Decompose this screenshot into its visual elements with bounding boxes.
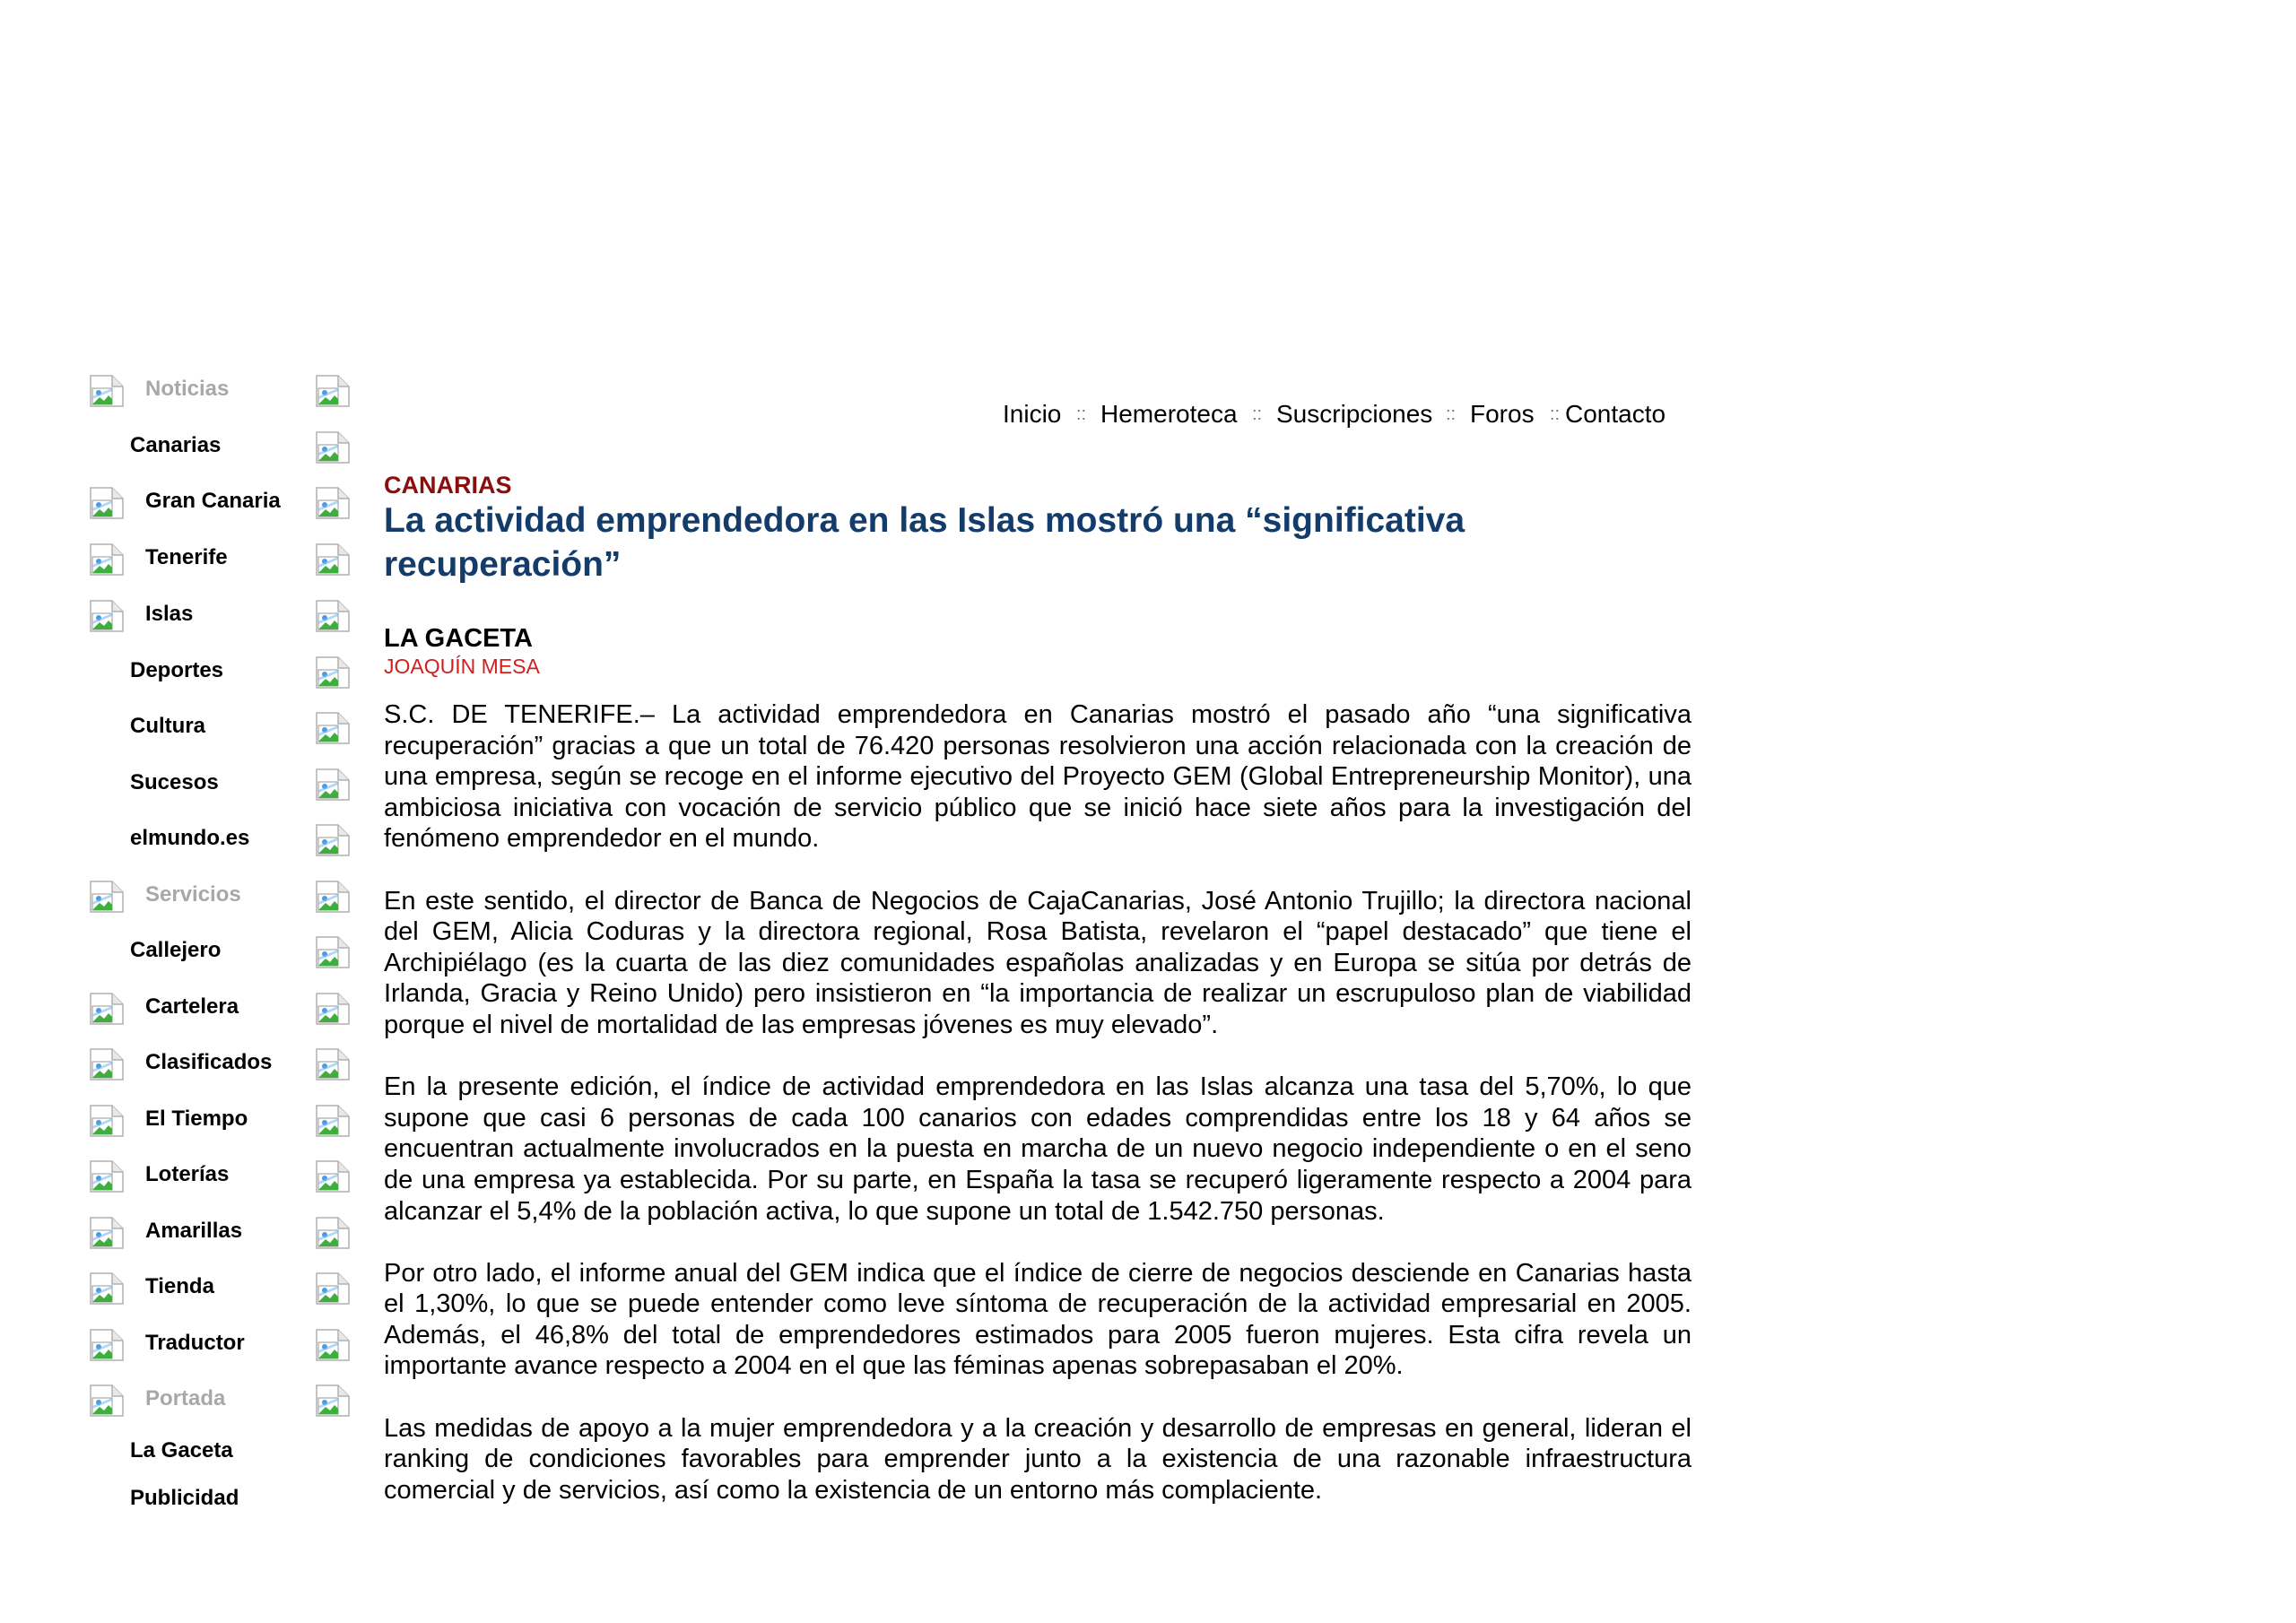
- toplink-contacto[interactable]: Contacto: [1565, 400, 1666, 428]
- nav-item-label[interactable]: elmundo.es: [130, 826, 250, 850]
- broken-image-icon: [90, 487, 124, 519]
- nav-item-loterias[interactable]: [90, 1157, 350, 1193]
- broken-image-icon: [316, 1329, 350, 1361]
- broken-image-icon: [316, 1048, 350, 1081]
- broken-image-icon: [316, 1105, 350, 1137]
- nav-item-amarillas[interactable]: [90, 1213, 350, 1249]
- broken-image-icon: [316, 936, 350, 968]
- nav-item-tenerife[interactable]: [90, 540, 350, 576]
- nav-item-tienda[interactable]: [90, 1269, 350, 1305]
- nav-item-cartelera[interactable]: [90, 989, 350, 1025]
- nav-item-label[interactable]: Traductor: [145, 1331, 245, 1355]
- toplink-separator: ::: [1446, 404, 1457, 424]
- broken-image-icon: [90, 600, 124, 632]
- broken-image-icon: [90, 1160, 124, 1193]
- nav-item-label[interactable]: Islas: [145, 602, 194, 626]
- nav-item-label[interactable]: Tienda: [145, 1274, 214, 1298]
- toplink-hemeroteca[interactable]: Hemeroteca: [1100, 400, 1238, 428]
- broken-image-icon: [316, 487, 350, 519]
- broken-image-icon: [90, 1384, 124, 1417]
- broken-image-icon: [90, 1272, 124, 1305]
- broken-image-icon: [90, 1217, 124, 1249]
- broken-image-icon: [90, 1105, 124, 1137]
- broken-image-icon: [316, 1160, 350, 1193]
- nav-item-sucesos[interactable]: [90, 765, 350, 801]
- article-paragraph: En este sentido, el director de Banca de Negocios de CajaCanarias, José Antonio Trujillo; la directora nacional del GEM, Alicia Coduras y la directora regional, Rosa Batista, revelaron el “papel destacado” que tiene el Archipiélago (es la cuarta de las diez comunidades españolas analizadas y en Europa se sitúa por detrás de Irlanda, Gracia y Reino Unido) pero insistieron en “la importancia de realizar un escrupuloso plan de viabilidad porque el nivel de mortalidad de las empresas jóvenes es muy elevado”.: [384, 886, 1692, 1039]
- nav-item-la-gaceta[interactable]: [90, 1433, 350, 1469]
- article-headline: La actividad emprendedora en las Islas mostró una “significativa recuperación”: [384, 501, 1465, 584]
- article-publication: LA GACETA: [384, 624, 533, 651]
- broken-image-icon: [316, 1272, 350, 1305]
- nav-item-label[interactable]: Cartelera: [145, 994, 239, 1019]
- nav-section-servicios: [90, 877, 350, 913]
- nav-item-label[interactable]: Cultura: [130, 714, 205, 738]
- broken-image-icon: [316, 1217, 350, 1249]
- broken-image-icon: [316, 375, 350, 407]
- nav-item-traductor[interactable]: [90, 1325, 350, 1361]
- toplink-separator: ::: [1076, 404, 1087, 424]
- article-author: JOAQUÍN MESA: [384, 655, 540, 678]
- nav-item-label[interactable]: Gran Canaria: [145, 489, 281, 513]
- nav-section-portada: [90, 1381, 350, 1417]
- nav-item-clasificados[interactable]: [90, 1045, 350, 1081]
- broken-image-icon: [90, 375, 124, 407]
- toplink-separator: ::: [1550, 404, 1561, 424]
- nav-item-label[interactable]: El Tiempo: [145, 1107, 248, 1131]
- nav-item-canarias[interactable]: [90, 428, 350, 464]
- toplink-separator: ::: [1252, 404, 1263, 424]
- nav-item-label[interactable]: Sucesos: [130, 770, 219, 794]
- nav-item-deportes[interactable]: [90, 653, 350, 689]
- nav-item-label[interactable]: Clasificados: [145, 1050, 273, 1074]
- broken-image-icon: [316, 712, 350, 744]
- broken-image-icon: [316, 431, 350, 464]
- article-paragraph: S.C. DE TENERIFE.– La actividad emprendedora en Canarias mostró el pasado año “una significativa recuperación” gracias a que un total de 76.420 personas resolvieron una acción relacionada con la creación de una empresa, según se recoge en el informe ejecutivo del Proyecto GEM (Global Entrepreneurship Monitor), una ambiciosa iniciativa con vocación de servicio público que se inició hace siete años para la investigación del fenómeno emprendedor en el mundo.: [384, 700, 1692, 854]
- nav-item-label[interactable]: Deportes: [130, 658, 224, 682]
- nav-section-label: Noticias: [145, 377, 230, 401]
- article-paragraph: Las medidas de apoyo a la mujer emprendedora y a la creación y desarrollo de empresas en general, lideran el ranking de condiciones favorables para emprender junto a la existencia de una razonable infraestructura comercial y de servicios, así como la existencia de un entorno más complaciente.: [384, 1413, 1692, 1505]
- toplink-inicio[interactable]: Inicio: [1003, 400, 1062, 428]
- nav-item-publicidad[interactable]: [90, 1480, 350, 1516]
- nav-item-gran-canaria[interactable]: [90, 483, 350, 519]
- nav-item-label[interactable]: Loterías: [145, 1162, 230, 1186]
- nav-item-callejero[interactable]: [90, 933, 350, 968]
- toplink-foros[interactable]: Foros: [1470, 400, 1535, 428]
- nav-section-label: Servicios: [145, 882, 241, 907]
- broken-image-icon: [316, 1384, 350, 1417]
- broken-image-icon: [316, 824, 350, 856]
- nav-item-label[interactable]: Publicidad: [130, 1486, 239, 1510]
- broken-image-icon: [90, 543, 124, 576]
- nav-item-label[interactable]: Tenerife: [145, 545, 228, 569]
- broken-image-icon: [316, 993, 350, 1025]
- broken-image-icon: [316, 656, 350, 689]
- broken-image-icon: [90, 1048, 124, 1081]
- nav-item-label[interactable]: Callejero: [130, 938, 222, 962]
- broken-image-icon: [90, 881, 124, 913]
- nav-item-elmundo[interactable]: [90, 820, 350, 856]
- article-body: [384, 699, 1692, 1537]
- broken-image-icon: [316, 768, 350, 801]
- article-section-label: CANARIAS: [384, 472, 512, 499]
- broken-image-icon: [90, 993, 124, 1025]
- nav-section-noticias: [90, 371, 350, 407]
- broken-image-icon: [316, 881, 350, 913]
- article-paragraph: En la presente edición, el índice de actividad emprendedora en las Islas alcanza una tasa del 5,70%, lo que supone que casi 6 personas de cada 100 canarios con edades comprendidas entre los 18 y 64 años se encuentran actualmente involucrados en la puesta en marcha de un nuevo negocio independiente o en el seno de una empresa ya establecida. Por su parte, en España la tasa se recuperó ligeramente respecto a 2004 para alcanzar el 5,4% de la población activa, lo que supone un total de 1.542.750 personas.: [384, 1072, 1692, 1226]
- toplink-suscripciones[interactable]: Suscripciones: [1276, 400, 1433, 428]
- article-paragraph: Por otro lado, el informe anual del GEM indica que el índice de cierre de negocios desciende en Canarias hasta el 1,30%, lo que se puede entender como leve síntoma de recuperación de la actividad empresarial en 2005. Además, el 46,8% del total de emprendedores estimados para 2005 fueron mujeres. Esta cifra revela un importante avance respecto a 2004 en el que las féminas apenas sobrepasaban el 20%.: [384, 1258, 1692, 1381]
- nav-item-islas[interactable]: [90, 596, 350, 632]
- nav-item-cultura[interactable]: [90, 708, 350, 744]
- nav-item-label[interactable]: Amarillas: [145, 1219, 243, 1243]
- broken-image-icon: [316, 600, 350, 632]
- nav-item-label[interactable]: La Gaceta: [130, 1438, 233, 1462]
- nav-item-el-tiempo[interactable]: [90, 1101, 350, 1137]
- broken-image-icon: [90, 1329, 124, 1361]
- broken-image-icon: [316, 543, 350, 576]
- nav-item-label[interactable]: Canarias: [130, 433, 222, 457]
- nav-section-label: Portada: [145, 1386, 226, 1410]
